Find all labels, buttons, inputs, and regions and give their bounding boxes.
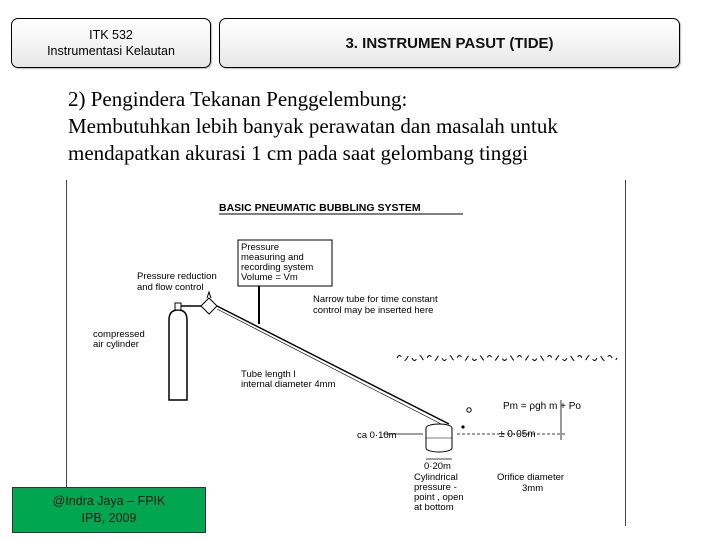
- course-name: Instrumentasi Kelautan: [47, 44, 175, 58]
- air-tube-inner: [217, 309, 447, 427]
- cylinder-neck: [175, 303, 181, 310]
- slide-title: 3. INSTRUMEN PASUT (TIDE): [345, 34, 554, 52]
- pressure-point-label: Cylindrical pressure - point , open at bottom: [414, 472, 464, 513]
- orifice-label: Orifice diameter 3mm: [497, 472, 565, 494]
- orifice-mark: [467, 408, 471, 412]
- tube-length-label: Tube length l internal diameter 4mm: [241, 369, 336, 390]
- pressure-reduction-label: Pressure reduction and flow control: [137, 271, 217, 293]
- bubbler-diagram: [66, 180, 626, 526]
- credit-line: IPB, 2009: [81, 511, 137, 525]
- air-tube: [217, 306, 449, 424]
- dim-right-label: ± 0·05m: [499, 429, 536, 440]
- dim-left-label: ca 0·10m: [357, 430, 397, 441]
- orifice-mark: [461, 425, 464, 428]
- pressure-equation: Pm = ρgh m + Po: [503, 401, 581, 412]
- recording-system-label: Pressure measuring and recording system Volume = Vm: [241, 242, 314, 283]
- bullet-line: 2) Pengindera Tekanan Penggelembung:: [68, 87, 408, 111]
- dim-bottom-label: 0·20m: [424, 461, 451, 472]
- bubbler-diagram-svg: [67, 180, 625, 526]
- credit-line: @Indra Jaya – FPIK: [52, 494, 166, 508]
- slide-title-box: [219, 18, 680, 68]
- pressure-point-body: [426, 428, 452, 452]
- course-label-box: [11, 18, 211, 68]
- credit-badge: [12, 487, 206, 533]
- valve-icon: [201, 298, 217, 314]
- diagram-title: BASIC PNEUMATIC BUBBLING SYSTEM: [219, 202, 421, 214]
- bullet-text: [68, 86, 708, 167]
- narrow-tube-label: Narrow tube for time constant control may be inserted here: [313, 294, 438, 316]
- bullet-line: mendapatkan akurasi 1 cm pada saat gelombang tinggi: [68, 141, 529, 165]
- bullet-line: Membutuhkan lebih banyak perawatan dan masalah untuk: [68, 114, 558, 138]
- sea-surface: [397, 356, 617, 361]
- air-cylinder-shape: [169, 310, 187, 400]
- course-code: ITK 532: [89, 28, 133, 42]
- cylinder-label: compressed air cylinder: [93, 329, 145, 350]
- valve-stem: [207, 292, 211, 298]
